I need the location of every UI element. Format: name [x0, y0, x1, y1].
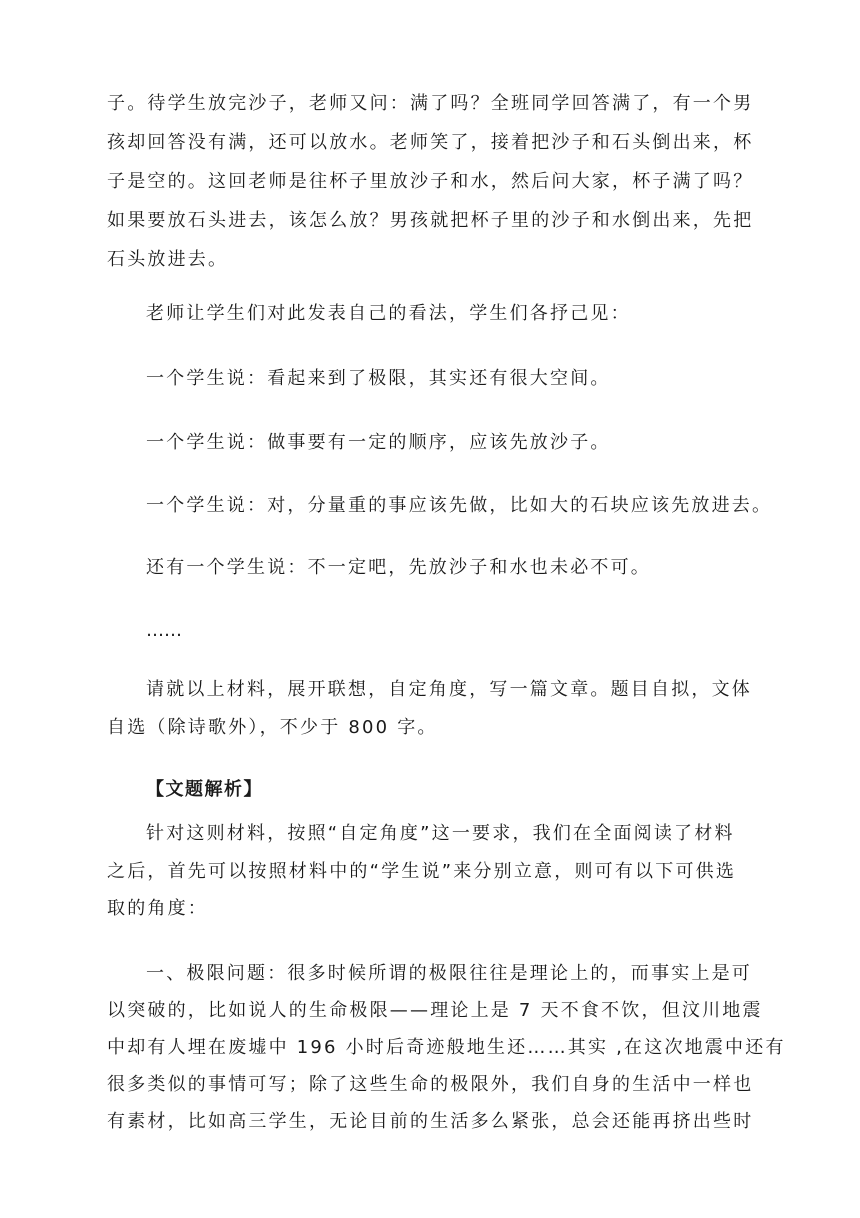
paragraph-line: 一个学生说：看起来到了极限，其实还有很大空间。 [146, 368, 611, 389]
paragraph-line: 之后，首先可以按照材料中的“学生说”来分别立意，则可有以下可供选 [107, 861, 737, 882]
paragraph-line: 请就以上材料，展开联想，自定角度，写一篇文章。题目自拟，文体 [146, 679, 752, 700]
paragraph-line: 一、极限问题：很多时候所谓的极限往往是理论上的，而事实上是可 [146, 963, 752, 984]
paragraph-line: 很多类似的事情可写；除了这些生命的极限外，我们自身的生活中一样也 [107, 1074, 754, 1095]
paragraph-line: 针对这则材料，按照“自定角度”这一要求，我们在全面阅读了材料 [146, 823, 735, 844]
paragraph-line: 孩却回答没有满，还可以放水。老师笑了，接着把沙子和石头倒出来，杯 [107, 132, 754, 153]
paragraph-line: 如果要放石头进去，该怎么放？男孩就把杯子里的沙子和水倒出来，先把 [107, 210, 754, 231]
paragraph-line: 有素材，比如高三学生，无论目前的生活多么紧张，总会还能再挤出些时 [107, 1111, 754, 1132]
paragraph-line: 取的角度： [107, 898, 208, 919]
paragraph-line: 中却有人埋在废墟中 196 小时后奇迹般地生还……其实 ,在这次地震中还有 [107, 1037, 786, 1058]
paragraph-line: 石头放进去。 [107, 249, 229, 270]
paragraph-line: 一个学生说：做事要有一定的顺序，应该先放沙子。 [146, 432, 611, 453]
paragraph-line: 自选（除诗歌外），不少于 800 字。 [107, 717, 438, 738]
paragraph-line: 子是空的。这回老师是往杯子里放沙子和水，然后问大家，杯子满了吗？ [107, 171, 754, 192]
section-heading: 【文题解析】 [146, 779, 263, 800]
ellipsis-line: …… [146, 620, 182, 641]
paragraph-line: 一个学生说：对，分量重的事应该先做，比如大的石块应该先放进去。 [146, 495, 773, 516]
paragraph-line: 老师让学生们对此发表自己的看法，学生们各抒己见： [146, 303, 631, 324]
paragraph-line: 以突破的，比如说人的生命极限——理论上是 7 天不食不饮，但汶川地震 [107, 1000, 763, 1021]
paragraph-line: 子。待学生放完沙子，老师又问：满了吗？全班同学回答满了，有一个男 [107, 93, 754, 114]
paragraph-line: 还有一个学生说：不一定吧，先放沙子和水也未必不可。 [146, 557, 651, 578]
